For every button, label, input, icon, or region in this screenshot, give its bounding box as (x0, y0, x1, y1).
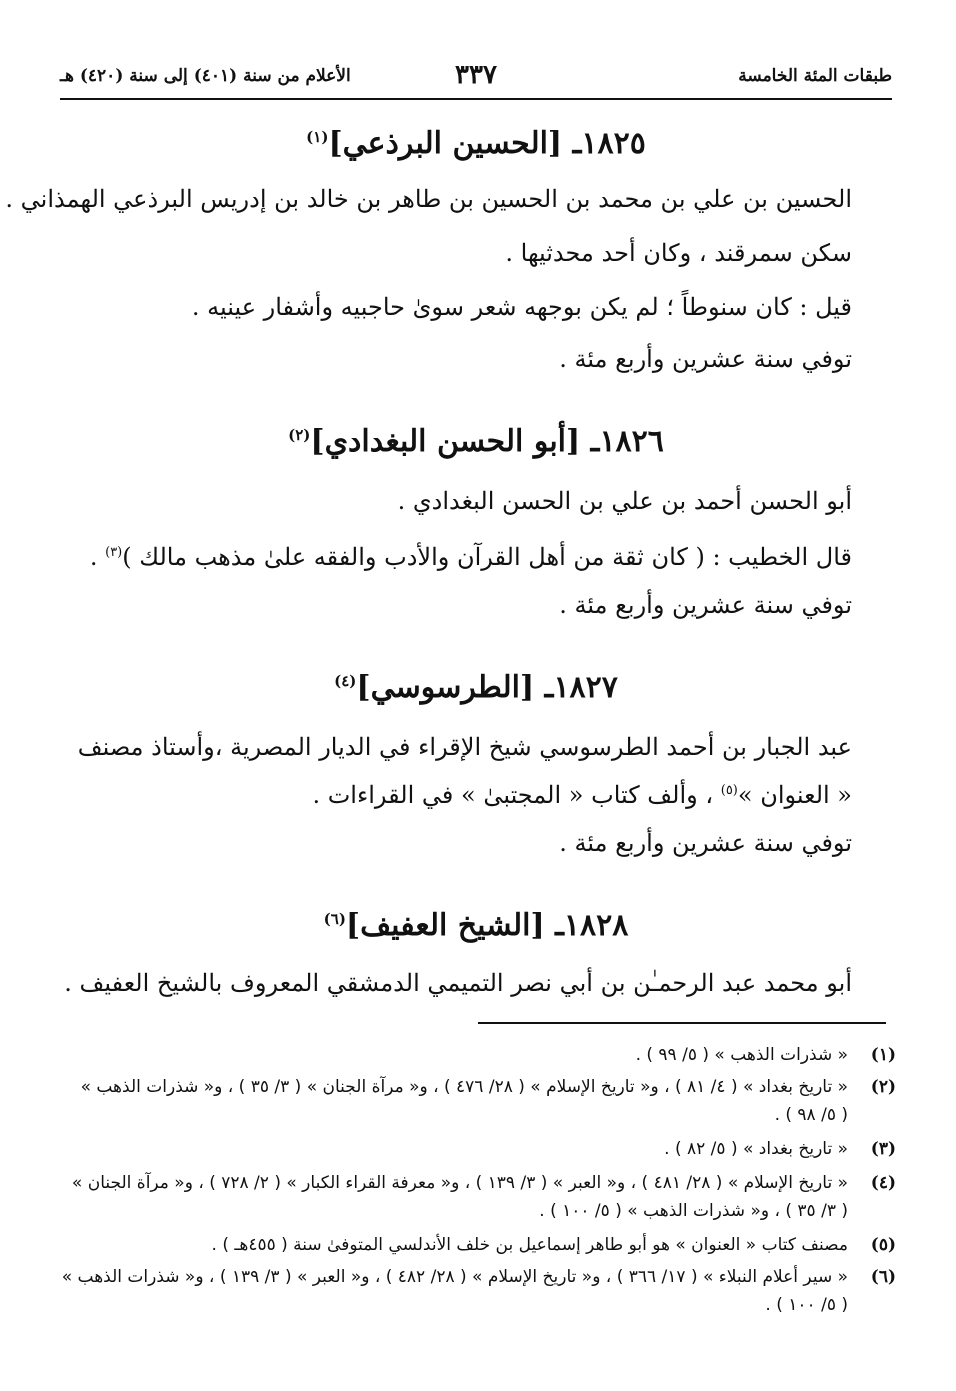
footnote-ref: (١) (306, 128, 329, 146)
footnote-text: « تاريخ بغداد » ( ٥/ ٨٢ ) . (664, 1139, 848, 1159)
entry-title-1826 (60, 424, 892, 459)
footnote-number: (٥) (870, 1235, 896, 1255)
entry-line-text: قال الخطيب : ( كان ثقة من أهل القرآن والأدب والفقه علىٰ مذهب مالك ) (122, 543, 852, 571)
footnote-text: « شذرات الذهب » ( ٥/ ٩٩ ) . (635, 1045, 848, 1065)
footnote (50, 1074, 896, 1130)
footnote-ref: (٣) (105, 545, 123, 560)
entry-line: قيل : كان سنوطاً ؛ لم يكن بوجهه شعر سوىٰ حاجبيه وأشفار عينيه . (191, 293, 852, 321)
footnote (50, 1170, 896, 1226)
footnote-number: (٣) (870, 1139, 896, 1159)
footnote-text: « تاريخ الإسلام » ( ٢٨/ ٤٨١ ) ، و« العبر » ( ٣/ ١٣٩ ) ، و« معرفة القراء الكبار » ( ٢/ ٧٢٨ ) ، و« مرآة الجنان » (71, 1173, 848, 1193)
footnote-number: (٦) (870, 1267, 896, 1287)
entry-line: قال الخطيب : ( كان ثقة من أهل القرآن والأدب والفقه علىٰ مذهب مالك )$^{(٣)}$ . (89, 543, 852, 571)
footnote-text: ( ٥/ ١٠٠ ) . (765, 1295, 848, 1315)
entry-line: عبد الجبار بن أحمد الطرسوسي شيخ الإقراء في الديار المصرية ،وأستاذ مصنف (77, 733, 852, 761)
running-header (60, 60, 892, 100)
footnote (50, 1264, 896, 1320)
entry-title-text: ١٨٢٨ـ [الشيخ العفيف] (345, 908, 629, 943)
page-number: ٣٣٧ (455, 60, 497, 90)
entry-line: توفي سنة عشرين وأربع مئة . (559, 591, 852, 619)
entry-title-1825 (60, 126, 892, 161)
footnote (50, 1232, 896, 1258)
entry-title-1827 (60, 670, 892, 705)
footnote (50, 1136, 896, 1162)
footnote-number: (١) (870, 1045, 896, 1065)
footnote-text: مصنف كتاب « العنوان » هو أبو طاهر إسماعيل بن خلف الأندلسي المتوفىٰ سنة ( ٤٥٥هـ ) . (211, 1235, 848, 1255)
entry-line-text: ، وألف كتاب « المجتبىٰ » في القراءات . (312, 781, 714, 809)
footnote-text: ( ٥/ ٩٨ ) . (774, 1105, 848, 1125)
footnote-ref: (٤) (334, 672, 357, 690)
entry-line (60, 774, 852, 812)
footnote (50, 1042, 896, 1068)
footnote-number: (٤) (870, 1173, 896, 1193)
entry-title-text: ١٨٢٦ـ [أبو الحسن البغدادي] (310, 424, 664, 459)
entry-line-text: « العنوان » (737, 781, 852, 809)
entry-line: توفي سنة عشرين وأربع مئة . (559, 345, 852, 373)
footnote-ref: (٦) (323, 910, 346, 928)
header-range-title: الأعلام من سنة (٤٠١) إلى سنة (٤٢٠) هـ (60, 66, 351, 86)
header-section-title: طبقات المئة الخامسة (738, 66, 892, 86)
footnote-ref: (٢) (288, 426, 311, 444)
entry-line: أبو محمد عبد الرحمـٰن بن أبي نصر التميمي الدمشقي المعروف بالشيخ العفيف . (64, 969, 852, 997)
entry-title-text: ١٨٢٥ـ [الحسين البرذعي] (328, 126, 646, 161)
entry-line: سكن سمرقند ، وكان أحد محدثيها . (505, 239, 852, 267)
footnote-text: ( ٣/ ٣٥ ) ، و« شذرات الذهب » ( ٥/ ١٠٠ ) . (539, 1201, 848, 1221)
entry-title-text: ١٨٢٧ـ [الطرسوسي] (356, 670, 618, 705)
footnote-number: (٢) (870, 1077, 896, 1097)
footnote-separator (478, 1022, 886, 1024)
entry-line: توفي سنة عشرين وأربع مئة . (559, 829, 852, 857)
footnote-ref: (٥) (720, 783, 738, 798)
entry-line: الحسين بن علي بن محمد بن الحسين بن طاهر بن خالد بن إدريس البرذعي الهمذاني . (5, 185, 852, 213)
footnote-text: « سير أعلام النبلاء » ( ١٧/ ٣٦٦ ) ، و« تاريخ الإسلام » ( ٢٨/ ٤٨٢ ) ، و« العبر » ( ٣/ ١٣٩ ) ، و« شذرات الذهب » (61, 1267, 848, 1287)
entry-title-1828 (60, 908, 892, 943)
entry-line: أبو الحسن أحمد بن علي بن الحسن البغدادي . (397, 487, 852, 515)
footnote-text: « تاريخ بغداد » ( ٤/ ٨١ ) ، و« تاريخ الإسلام » ( ٢٨/ ٤٧٦ ) ، و« مرآة الجنان » ( ٣/ ٣٥ ) ، و« شذرات الذهب » (80, 1077, 848, 1097)
